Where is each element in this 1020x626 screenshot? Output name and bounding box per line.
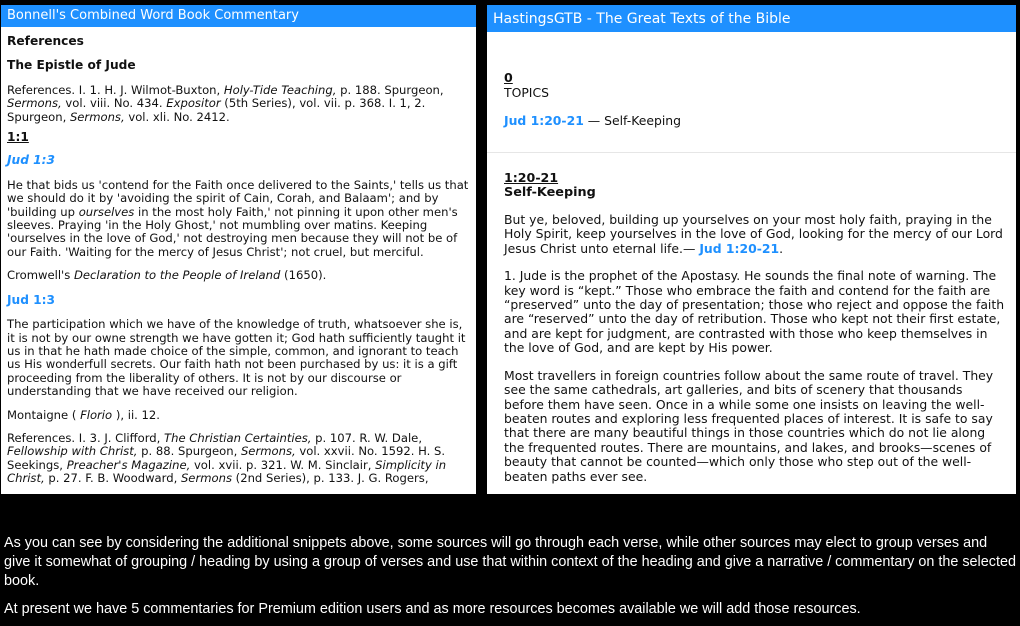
verse-link-jud-1-3-second[interactable]: Jud 1:3	[7, 292, 56, 307]
topic-number: 0	[504, 70, 513, 85]
commentary-panel-right	[487, 5, 1016, 494]
section-divider	[487, 152, 1016, 153]
commentary-panel-left	[1, 5, 476, 494]
epistle-heading: The Epistle of Jude	[7, 58, 136, 73]
verse-number: 1:1	[7, 130, 29, 145]
topic-link-jud-1-20-21[interactable]: Jud 1:20-21	[504, 112, 584, 128]
citation: Cromwell's Declaration to the People of Ireland (1650).	[7, 268, 327, 283]
commentary-paragraph: 1. Jude is the prophet of the Apostasy. He sounds the final note of warning. The key word is “kept.” Those who embrace the faith and contend for the faith are “preserved” unto the day of presentation; those who reject and oppose the faith are “reserved” unto the day of retribution. Those who kept not their first estate, and are kept for judgment, are contrasted with those who keep themselves in the love of God, and are kept by His power.	[504, 268, 1005, 356]
caption-paragraph: At present we have 5 commentaries for Premium edition users and as more resources becomes available we will add those resources.	[4, 601, 861, 617]
caption	[4, 534, 1016, 619]
scripture-link-jud-1-20-21[interactable]: Jud 1:20-21	[699, 240, 780, 256]
commentary-paragraph: The participation which we have of the knowledge of truth, whatsoever she is, it is not by our owne strength we have gotten it; God hath sufficiently taught it us in that he hath made choice of the simple, common, and ignorant to teach us His wonderfull secrets. Our faith hath not been purchased by us: it is a gift proceeding from the liberality of others. It is not by our discourse or understanding that we have received our religion.	[7, 317, 466, 399]
section-reference: 1:20-21	[504, 170, 559, 186]
references-paragraph: References. I. 3. J. Clifford, The Christian Certainties, p. 107. R. W. Dale, Fellowship with Christ, p. 88. Spurgeon, Sermons, vol. xxvii. No. 1592. H. S. Seekings, Preacher's Magazine, vol. xvii. p. 321. W. M. Sinclair, Simplicity in Christ, p. 27. F. B. Woodward, Sermons (2nd Series), p. 133. J. G. Rogers,	[7, 430, 447, 486]
topics-label: TOPICS	[504, 85, 549, 101]
citation: Montaigne ( Florio ), ii. 12.	[7, 407, 160, 422]
section-title: Self-Keeping	[504, 184, 596, 200]
scripture-text: But ye, beloved, building up yourselves on your most holy faith, praying in the Holy Spirit, keep yourselves in the love of God, looking for the mercy of our Lord Jesus Christ unto eternal life.— Jud 1:20-21.	[504, 212, 1003, 256]
caption-paragraph: As you can see by considering the additional snippets above, some sources will go through each verse, while other sources may elect to group verses and give it somewhat of grouping / heading by using a group of verses and use that within context of the heading and give a narrative / commentary on the selected book.	[4, 535, 1016, 589]
commentary-content[interactable]	[487, 71, 1016, 484]
panel-title: Bonnell's Combined Word Book Commentary	[1, 5, 476, 27]
commentary-content[interactable]	[1, 35, 476, 486]
references-paragraph: References. I. 1. H. J. Wilmot-Buxton, Holy-Tide Teaching, p. 188. Spurgeon, Sermons, vol. viii. No. 434. Expositor (5th Series), vol. vii. p. 368. I. 1, 2. Spurgeon, Sermons, vol. xli. No. 2412.	[7, 82, 444, 124]
references-heading: References	[7, 34, 84, 48]
commentary-paragraph: He that bids us 'contend for the Faith once delivered to the Saints,' tells us that we should do it by 'avoiding the spirit of Cain, Corah, and Balaam'; and by 'building up ourselves in the most holy Faith,' not pinning it upon other men's sleeves. Praying 'in the Holy Ghost,' not mumbling over matins. Keeping 'ourselves in the love of God,' not destroying men because they will not be of our Faith. 'Waiting for the mercy of Jesus Christ'; not cruel, but merciful.	[7, 177, 469, 259]
verse-link-jud-1-3[interactable]: Jud 1:3	[7, 153, 56, 168]
commentary-paragraph: Most travellers in foreign countries follow about the same route of travel. They see the same cathedrals, art galleries, and bits of scenery that thousands before them have seen. Once in a while some one insists on leaving the well-beaten routes and exploring less frequented places of interest. It is safe to say that there are many beautiful things in those countries which do not lie along the frequented routes. There are mountains, and lakes, and brooks—scenes of beauty that cannot be counted—which only those who step out of the well-beaten paths ever see.	[504, 367, 994, 484]
topic-entry: Jud 1:20-21 — Self-Keeping	[504, 112, 681, 128]
panel-title: HastingsGTB - The Great Texts of the Bible	[487, 5, 1016, 32]
